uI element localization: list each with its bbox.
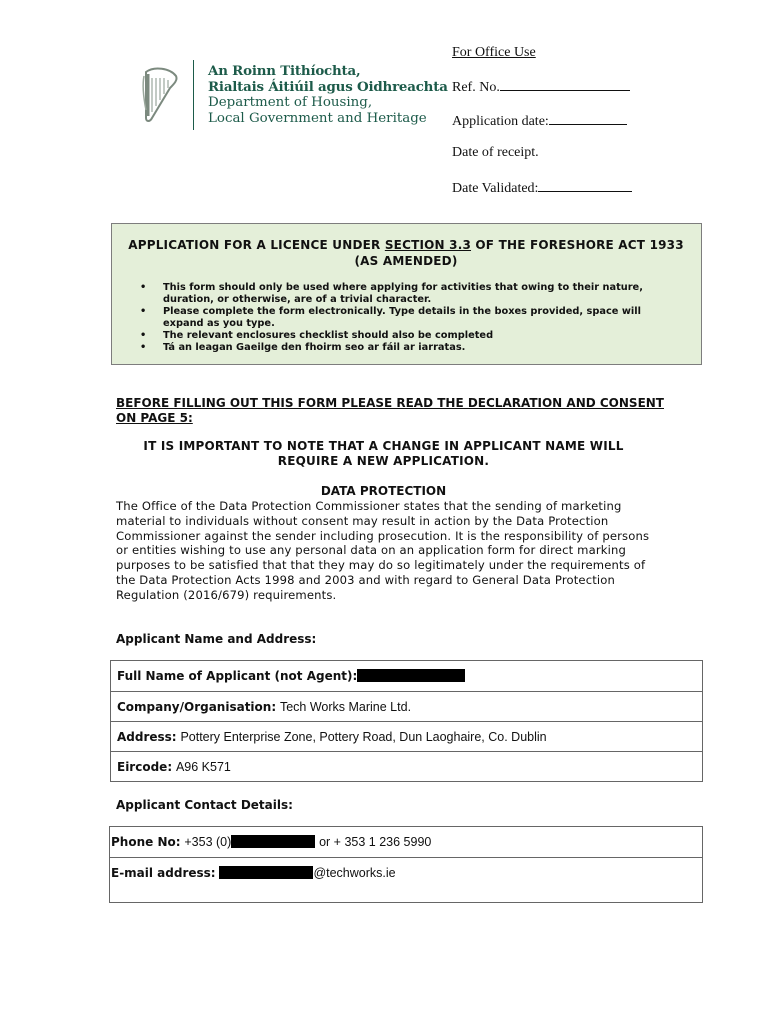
applicant-table [110,660,703,782]
list-item: • Tá an leagan Gaeilge den fhoirm seo ar fáil ar iarratas. [140,342,466,353]
table-row[interactable] [110,827,702,858]
section-link[interactable]: SECTION 3.3 [384,238,472,252]
form-title-post: OF THE FORESHORE ACT 1933 (AS AMENDED) [354,238,684,268]
table-row[interactable] [110,858,702,903]
application-date-field[interactable] [452,112,627,130]
list-item-text: The relevant enclosures checklist should also be completed [163,330,494,341]
form-title-pre: APPLICATION FOR A LICENCE UNDER [128,238,385,252]
form-title [120,237,692,269]
phone-alt: or + 353 1 236 5990 [319,835,432,849]
table-row[interactable] [111,661,702,692]
company-label: Company/Organisation: [117,700,277,714]
list-item: • The relevant enclosures checklist should also be completed [140,330,494,341]
table-row[interactable] [111,692,702,722]
data-protection-text: The Office of the Data Protection Commissioner states that the sending of marketing material to individuals without consent may result in action by the Data Protection Commissioner against the sender including prosecution. It is the responsibility of persons or entities wishing to use any personal data on an application form for direct marking purposes to be satisfied that that they may do so legitimately under the requirements of the Data Protection Acts 1998 and 2003 and with regard to General Data Protection Regulation (2016/679) requirements. [116,499,650,602]
list-item-text: This form should only be used where applying for activities that owing to their nature, duration, or otherwise, are of a trivial character. [163,282,643,305]
instructions-list [140,282,680,354]
list-item: • This form should only be used where applying for activities that owing to their nature, duration, or otherwise, are of a trivial character. [140,282,643,305]
table-row[interactable] [111,752,702,782]
table-row[interactable] [111,722,702,752]
email-label: E-mail address: [111,866,216,880]
date-validated-label: Date Validated: [452,181,539,196]
contact-table [109,826,703,903]
address-value: Pottery Enterprise Zone, Pottery Road, Dun Laoghaire, Co. Dublin [180,730,547,744]
office-use-title: For Office Use [452,45,536,60]
date-validated-field[interactable] [452,179,632,197]
applicant-section-title: Applicant Name and Address: [116,632,317,646]
phone-label: Phone No: [111,835,181,849]
eircode-label: Eircode: [117,760,173,774]
department-logo [208,63,448,127]
name-change-notice: IT IS IMPORTANT TO NOTE THAT A CHANGE IN APPLICANT NAME WILL REQUIRE A NEW APPLICATION. [143,439,624,468]
date-validated-line [538,179,632,192]
read-declaration-notice: BEFORE FILLING OUT THIS FORM PLEASE READ THE DECLARATION AND CONSENT ON PAGE 5: [116,396,664,425]
ref-no-field[interactable] [452,78,630,96]
application-date-line [549,112,627,125]
email-suffix: @techworks.ie [313,866,396,880]
logo-line-4: Local Government and Heritage [208,111,427,126]
logo-line-1: An Roinn Tithíochta, [208,63,361,79]
contact-section-title: Applicant Contact Details: [116,798,293,812]
address-label: Address: [117,730,177,744]
list-item-text: Tá an leagan Gaeilge den fhoirm seo ar fáil ar iarratas. [163,342,466,353]
company-value: Tech Works Marine Ltd. [279,700,412,714]
harp-icon [140,66,182,124]
full-name-label: Full Name of Applicant (not Agent): [117,669,358,683]
redacted-phone [231,835,315,848]
logo-divider [193,60,194,130]
redacted-name [357,669,465,682]
list-item-text: Please complete the form electronically. Type details in the boxes provided, space will expand as you type. [163,306,641,329]
data-protection-heading: DATA PROTECTION [320,484,447,498]
redacted-email [219,866,313,879]
eircode-value: A96 K571 [175,760,231,774]
ref-no-line [500,78,630,91]
logo-line-2: Rialtais Áitiúil agus Oidhreachta [208,79,448,95]
date-of-receipt-label: Date of receipt. [452,145,539,160]
list-item: • Please complete the form electronically. Type details in the boxes provided, space will expand as you type. [140,306,641,329]
application-date-label: Application date: [452,114,549,129]
logo-line-3: Department of Housing, [208,95,373,110]
phone-prefix: +353 (0) [184,835,232,849]
ref-no-label: Ref. No. [452,80,500,95]
